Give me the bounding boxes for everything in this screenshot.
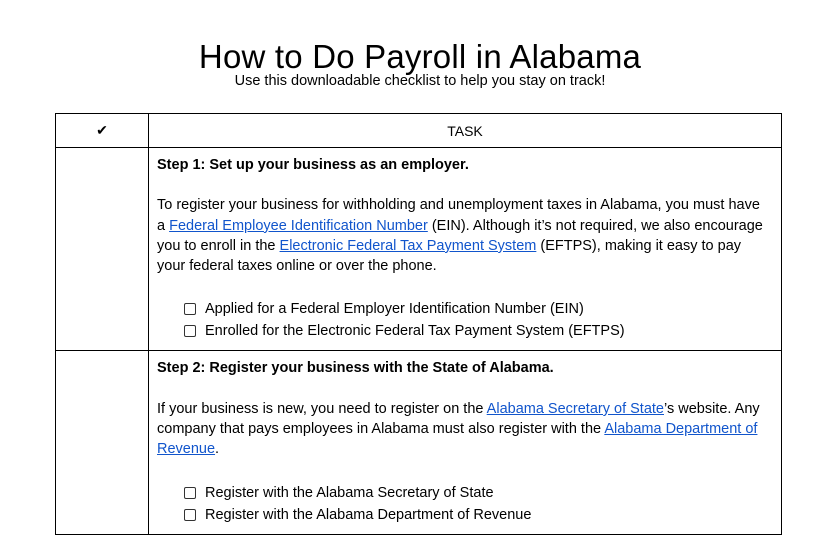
check-cell xyxy=(56,148,149,351)
checkbox-label: Register with the Alabama Secretary of State xyxy=(205,484,494,501)
desc-text: (EIN). Although it’s not required, we also encourage you to enroll in the xyxy=(157,217,763,254)
department-of-revenue-link[interactable]: Alabama Department of Revenue xyxy=(157,421,758,458)
checklist-item[interactable] xyxy=(157,320,771,342)
task-cell xyxy=(149,148,782,351)
header-check-column: ✔ xyxy=(56,114,149,148)
checkbox[interactable] xyxy=(184,303,196,315)
header-task-column: TASK xyxy=(149,114,782,148)
check-cell xyxy=(56,351,149,534)
checkbox[interactable] xyxy=(184,325,196,337)
table-row-step-2 xyxy=(56,351,782,534)
desc-text: ’s website. Any company that pays employees in Alabama must also register with the xyxy=(157,400,760,438)
desc-text: If your business is new, you need to register on the xyxy=(157,400,487,417)
desc-text: . xyxy=(215,441,220,458)
step-description xyxy=(157,399,771,460)
task-cell xyxy=(149,351,782,534)
checklist-item[interactable] xyxy=(157,482,771,504)
eftps-link[interactable]: Electronic Federal Tax Payment System xyxy=(279,237,537,254)
checkbox-label: Applied for a Federal Employer Identification Number (EIN) xyxy=(205,301,584,318)
table-header-row xyxy=(56,114,782,148)
desc-text: To register your business for withholding and unemployment taxes in Alabama, you must have a xyxy=(157,197,760,234)
checkbox[interactable] xyxy=(184,487,196,499)
checklist-table xyxy=(55,113,782,535)
checkbox-label: Register with the Alabama Department of Revenue xyxy=(205,506,532,523)
ein-link[interactable]: Federal Employee Identification Number xyxy=(169,217,428,234)
step-title: Step 1: Set up your business as an employer. xyxy=(157,157,469,173)
checkbox-label: Enrolled for the Electronic Federal Tax Payment System (EFTPS) xyxy=(205,323,625,340)
table-row-step-1 xyxy=(56,148,782,351)
step-description xyxy=(157,195,771,276)
secretary-of-state-link[interactable]: Alabama Secretary of State xyxy=(486,400,664,417)
page-subtitle: Use this downloadable checklist to help you stay on track! xyxy=(234,73,606,89)
desc-text: (EFTPS), making it easy to pay your federal taxes online or over the phone. xyxy=(157,237,742,275)
checkbox[interactable] xyxy=(184,509,196,521)
page-title: How to Do Payroll in Alabama xyxy=(198,38,642,76)
checklist-item[interactable] xyxy=(157,298,771,320)
checklist-item[interactable] xyxy=(157,504,771,526)
step-title: Step 2: Register your business with the State of Alabama. xyxy=(157,360,554,377)
